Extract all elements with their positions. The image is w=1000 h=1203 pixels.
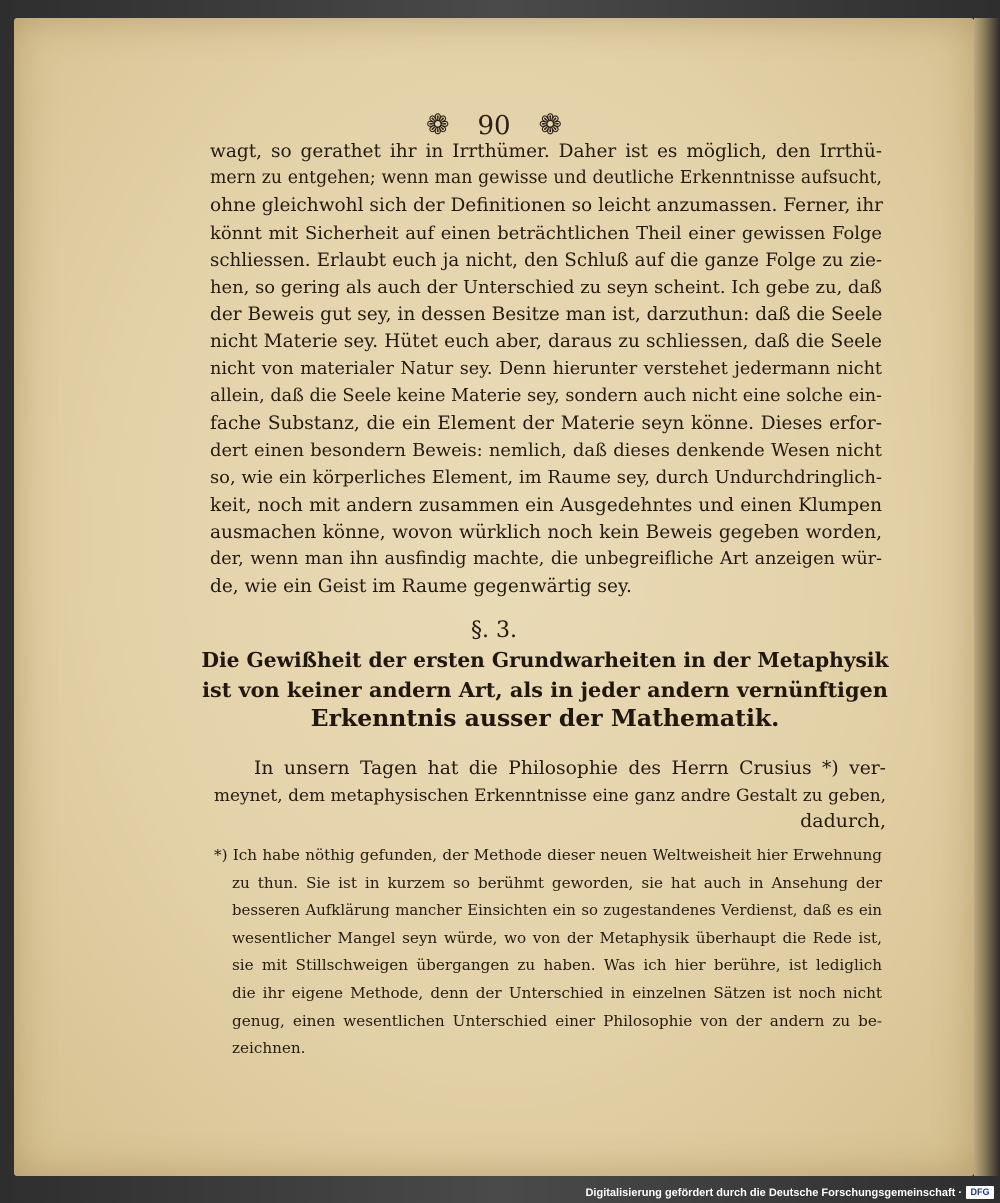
text-line: nicht von materialer Natur sey. Denn hierunter verstehet jedermann nicht — [210, 358, 882, 379]
footnote-line: zeichnen. — [232, 1039, 306, 1058]
dfg-logo: DFG — [966, 1186, 994, 1199]
footnote — [214, 842, 882, 1063]
footnote-line: sie mit Stillschweigen übergangen zu haben. Was ich hier berühre, ist lediglich — [232, 956, 882, 975]
footnote-line: genug, einen wesentlichen Unterschied einer Philosophie von der andern zu be- — [232, 1011, 882, 1030]
text-line: In unsern Tagen hat die Philosophie des Herrn Crusius *) ver- — [254, 758, 886, 779]
text-line: de, wie ein Geist im Raume gegenwärtig sey. — [210, 576, 632, 598]
section-title-line: ist von keiner andern Art, als in jeder andern vernünftigen — [202, 677, 888, 702]
ornament-left-icon: ❁ — [425, 108, 450, 141]
footnote-line: zu thun. Sie ist in kurzem so berühmt geworden, sie hat auch in Ansehung der — [232, 873, 882, 892]
text-line: schliessen. Erlaubt euch ja nicht, den Schluß auf die ganze Folge zu zie- — [210, 249, 882, 271]
section-number: §. 3. — [471, 618, 517, 643]
text-line: dert einen besondern Beweis: nemlich, daß dieses denkende Wesen nicht — [210, 440, 882, 462]
text-line: hen, so gering als auch der Unterschied zu seyn scheint. Ich gebe zu, daß — [210, 277, 882, 299]
section-title-line: Die Gewißheit der ersten Grundwarheiten in der Metaphysik — [201, 648, 889, 672]
footnote-line: wesentlicher Mangel seyn würde, wo von der Metaphysik überhaupt die Rede ist, — [232, 928, 882, 947]
text-line: mern zu entgehen; wenn man gewisse und deutliche Erkenntnisse aufsucht, — [210, 168, 882, 189]
text-line: der, wenn man ihn ausfindig machte, die unbegreifliche Art anzeigen wür- — [210, 549, 882, 570]
paragraph-1 — [210, 138, 882, 600]
footnote-line: *) Ich habe nöthig gefunden, der Methode dieser neuen Weltweisheit hier Erwehnung — [214, 846, 882, 864]
text-line: der Beweis gut sey, in dessen Besitze man ist, darzuthun: daß die Seele — [210, 304, 883, 326]
text-line: nicht Materie sey. Hütet euch aber, daraus zu schliessen, daß die Seele — [210, 331, 882, 353]
page-number: 90 — [477, 111, 511, 141]
text-line: ausmachen könne, wovon würklich noch kein Beweis gegeben worden, — [210, 521, 882, 543]
text-line: keit, noch mit andern zusammen ein Ausgedehntes und einen Klumpen — [210, 494, 882, 516]
text-line: meynet, dem metaphysischen Erkenntnisse eine ganz andre Gestalt zu geben, — [214, 785, 886, 805]
digitization-credit: Digitalisierung gefördert durch die Deutsche Forschungsgemeinschaft · — [585, 1187, 962, 1199]
ornament-right-icon: ❁ — [538, 108, 563, 141]
catchword: dadurch, — [800, 810, 886, 832]
paragraph-2 — [214, 756, 886, 834]
text-line: ohne gleichwohl sich der Definitionen so leicht anzumassen. Ferner, ihr — [210, 195, 883, 217]
facing-page-edge — [974, 18, 1000, 1176]
text-line: so, wie ein körperliches Element, im Raume sey, durch Undurchdringlich- — [210, 467, 882, 489]
section-title-line: Erkenntnis ausser der Mathematik. — [310, 704, 780, 732]
footnote-line: besseren Aufklärung mancher Einsichten ein so zugestandenes Verdienst, daß es ein — [232, 901, 882, 920]
section-title — [200, 646, 890, 733]
footnote-line: die ihr eigene Methode, denn der Unterschied in einzelnen Sätzen ist noch nicht — [232, 983, 882, 1002]
text-line: fache Substanz, die ein Element der Materie seyn könne. Dieses erfor- — [210, 413, 882, 435]
text-line: allein, daß die Seele keine Materie sey, sondern auch nicht eine solche ein- — [210, 385, 882, 406]
page-header — [14, 108, 974, 141]
text-line: könnt mit Sicherheit auf einen beträchtlichen Theil einer gewissen Folge — [210, 222, 882, 244]
text-line: wagt, so gerathet ihr in Irrthümer. Daher ist es möglich, den Irrthü- — [210, 141, 882, 162]
